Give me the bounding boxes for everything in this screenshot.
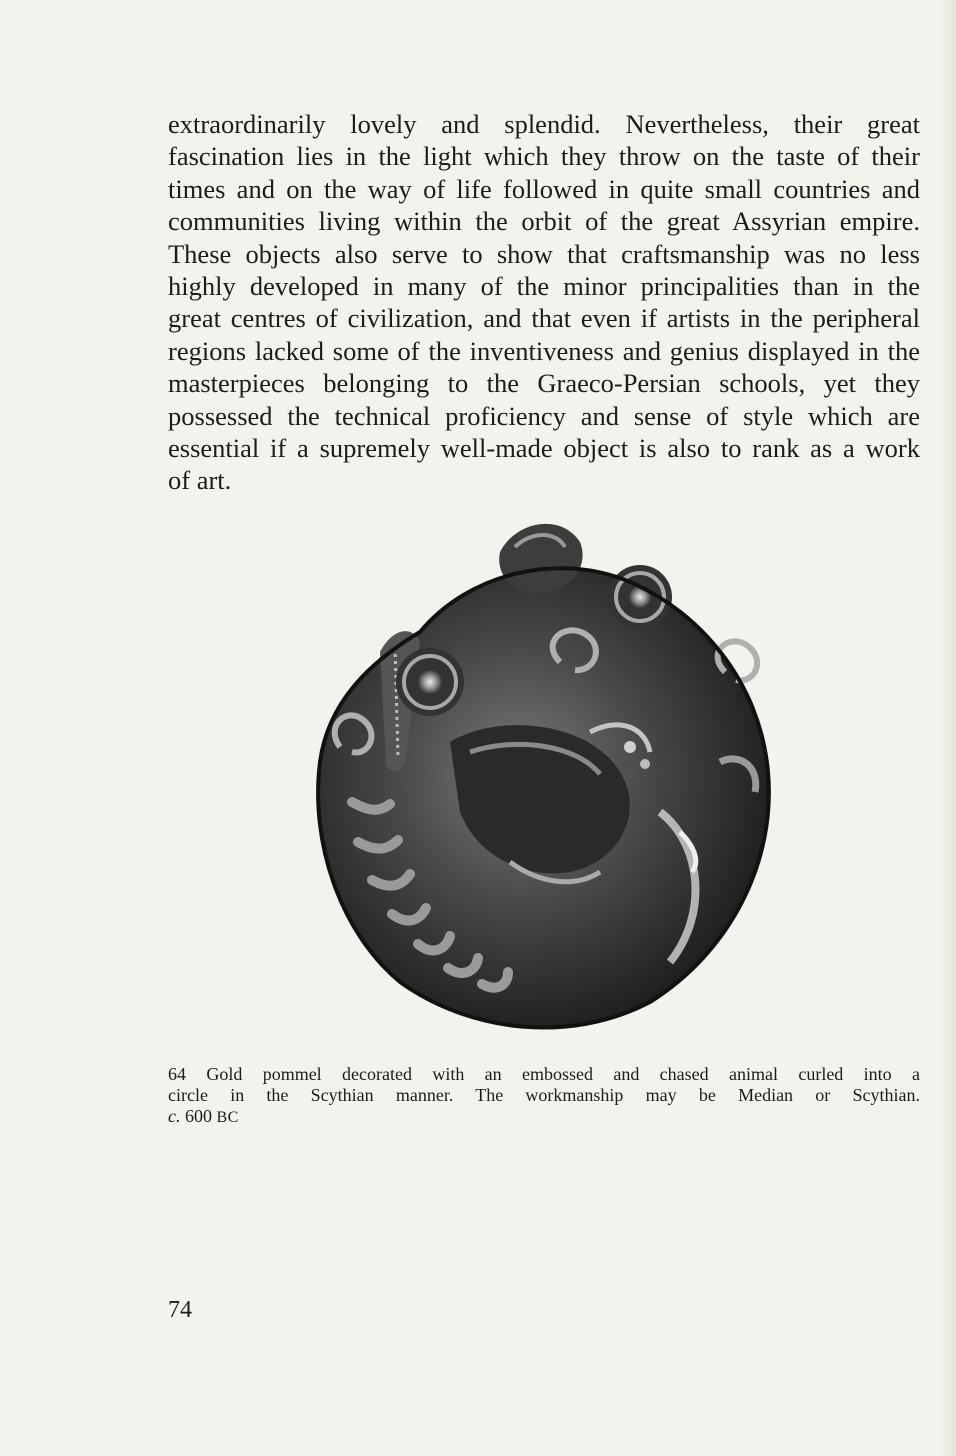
pommel-illustration bbox=[300, 512, 790, 1052]
circa-abbrev: c. bbox=[168, 1106, 181, 1126]
body-text bbox=[168, 108, 920, 497]
body-line: times and on the way of life followed in quite small countries and bbox=[168, 173, 920, 204]
body-line: extraordinarily lovely and splendid. Nevertheless, their great bbox=[168, 109, 920, 139]
gold-pommel-photo bbox=[300, 512, 790, 1052]
body-line: highly developed in many of the minor principalities than in the bbox=[168, 270, 920, 301]
body-line: masterpieces belonging to the Graeco-Persian schools, yet they bbox=[168, 368, 920, 399]
caption-line: 64 Gold pommel decorated with an embossed and chased animal curled into a bbox=[168, 1064, 920, 1084]
body-line: essential if a supremely well-made object is also to rank as a work bbox=[168, 432, 920, 463]
page-number: 74 bbox=[168, 1297, 192, 1323]
body-line: possessed the technical proficiency and sense of style which are bbox=[168, 400, 920, 431]
page-edge bbox=[940, 0, 956, 1456]
body-line: These objects also serve to show that craftsmanship was no less bbox=[168, 238, 920, 269]
body-line: communities living within the orbit of the great Assyrian empire. bbox=[168, 206, 920, 237]
figure-caption bbox=[168, 1064, 920, 1127]
caption-line: circle in the Scythian manner. The workmanship may be Median or Scythian. bbox=[168, 1085, 920, 1105]
body-line: great centres of civilization, and that even if artists in the peripheral bbox=[168, 303, 920, 334]
caption-date bbox=[168, 1106, 920, 1127]
date-era: BC bbox=[216, 1109, 239, 1126]
body-line: regions lacked some of the inventiveness and genius displayed in the bbox=[168, 335, 920, 366]
body-line: fascination lies in the light which they throw on the taste of their bbox=[168, 141, 920, 172]
date-value: 600 bbox=[185, 1106, 212, 1126]
body-line: of art. bbox=[168, 465, 232, 496]
